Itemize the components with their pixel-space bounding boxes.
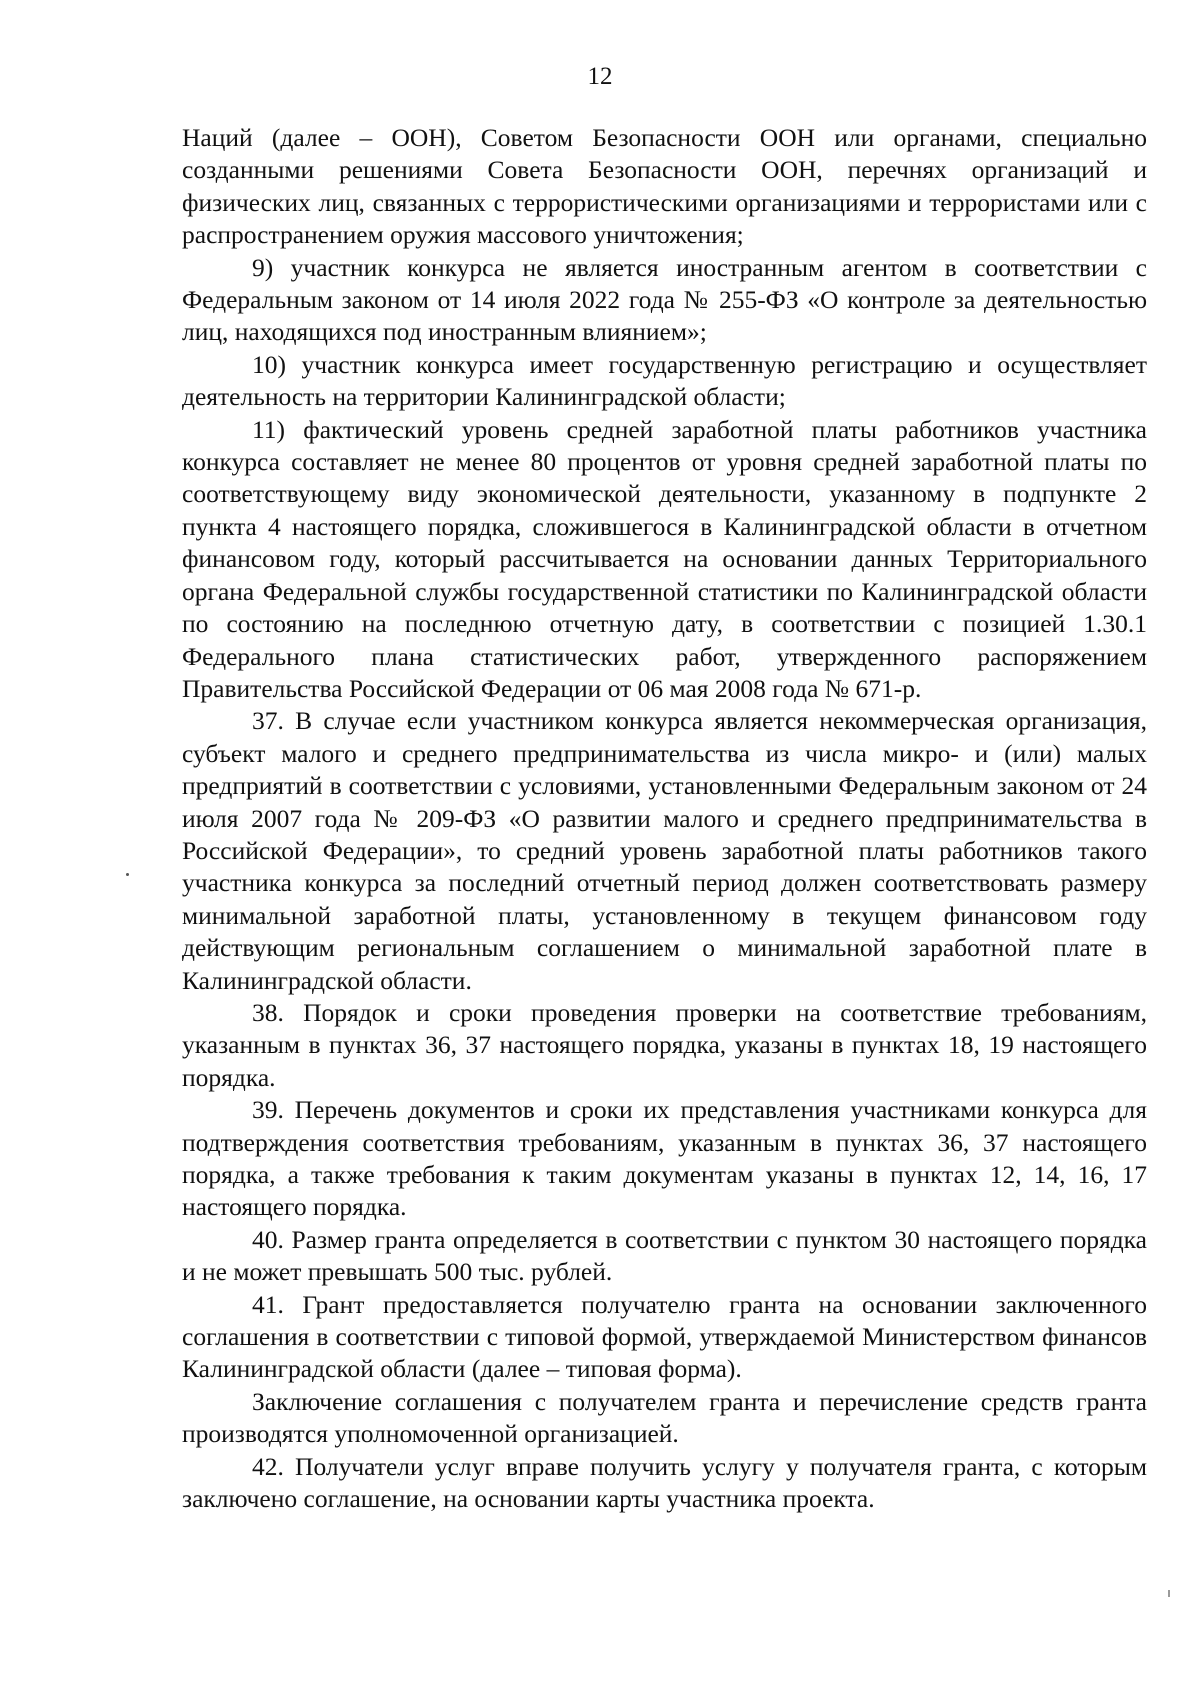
scan-margin-mark xyxy=(1168,1590,1170,1597)
paragraph-42: 42. Получатели услуг вправе получить услугу у получателя гранта, с которым заключено соглашение, на основании карты участника проекта. xyxy=(182,1451,1147,1514)
paragraph-40: 40. Размер гранта определяется в соответствии с пунктом 30 настоящего порядка и не может превышать 500 тыс. рублей. xyxy=(182,1224,1147,1287)
paragraph-item-11: 11) фактический уровень средней заработной платы работников участника конкурса составляет не менее 80 процентов от уровня средней заработной платы по соответствующему виду экономической деятельности, указанному в подпункте 2 пункта 4 настоящего порядка, сложившегося в Калининградской области в отчетном финансовом году, который рассчитывается на основании данных Территориального органа Федеральной службы государственной статистики по Калининградской области по состоянию на последнюю отчетную дату, в соответствии с позицией 1.30.1 Федерального плана статистических работ, утвержденного распоряжением Правительства Российской Федерации от 06 мая 2008 года № 671-р. xyxy=(182,414,1147,703)
paragraph-41-continuation: Заключение соглашения с получателем гранта и перечисление средств гранта производятся уполномоченной организацией. xyxy=(182,1386,1147,1449)
paragraph-41: 41. Грант предоставляется получателю гранта на основании заключенного соглашения в соответствии с типовой формой, утверждаемой Министерством финансов Калининградской области (далее – типовая форма). xyxy=(182,1289,1147,1384)
paragraph-38: 38. Порядок и сроки проведения проверки на соответствие требованиям, указанным в пунктах 36, 37 настоящего порядка, указаны в пунктах 18, 19 настоящего порядка. xyxy=(182,997,1147,1092)
paragraph-37: 37. В случае если участником конкурса является некоммерческая организация, субъект малого и среднего предпринимательства из числа микро- и (или) малых предприятий в соответствии с условиями, установленными Федеральным законом от 24 июля 2007 года № 209-ФЗ «О развитии малого и среднего предпринимательства в Российской Федерации», то средний уровень заработной платы работников такого участника конкурса за последний отчетный период должен соответствовать размеру минимальной заработной платы, установленному в текущем финансовом году действующим региональным соглашением о минимальной заработной плате в Калининградской области. xyxy=(182,706,1147,995)
scan-speck xyxy=(126,873,129,876)
paragraph-item-10: 10) участник конкурса имеет государственную регистрацию и осуществляет деятельность на территории Калининградской области; xyxy=(182,349,1147,412)
page-number: 12 xyxy=(587,63,613,90)
paragraph-item-9: 9) участник конкурса не является иностранным агентом в соответствии с Федеральным законом от 14 июля 2022 года № 255-ФЗ «О контроле за деятельностью лиц, находящихся под иностранным влиянием»; xyxy=(182,252,1147,347)
document-body xyxy=(182,122,1147,1515)
paragraph-39: 39. Перечень документов и сроки их представления участниками конкурса для подтверждения соответствия требованиям, указанным в пунктах 36, 37 настоящего порядка, а также требования к таким документам указаны в пунктах 12, 14, 16, 17 настоящего порядка. xyxy=(182,1095,1147,1222)
paragraph-continuation: Наций (далее – ООН), Советом Безопасности ООН или органами, специально созданными решениями Совета Безопасности ООН, перечнях организаций и физических лиц, связанных с террористическими организациями и террористами или с распространением оружия массового уничтожения; xyxy=(182,123,1147,250)
